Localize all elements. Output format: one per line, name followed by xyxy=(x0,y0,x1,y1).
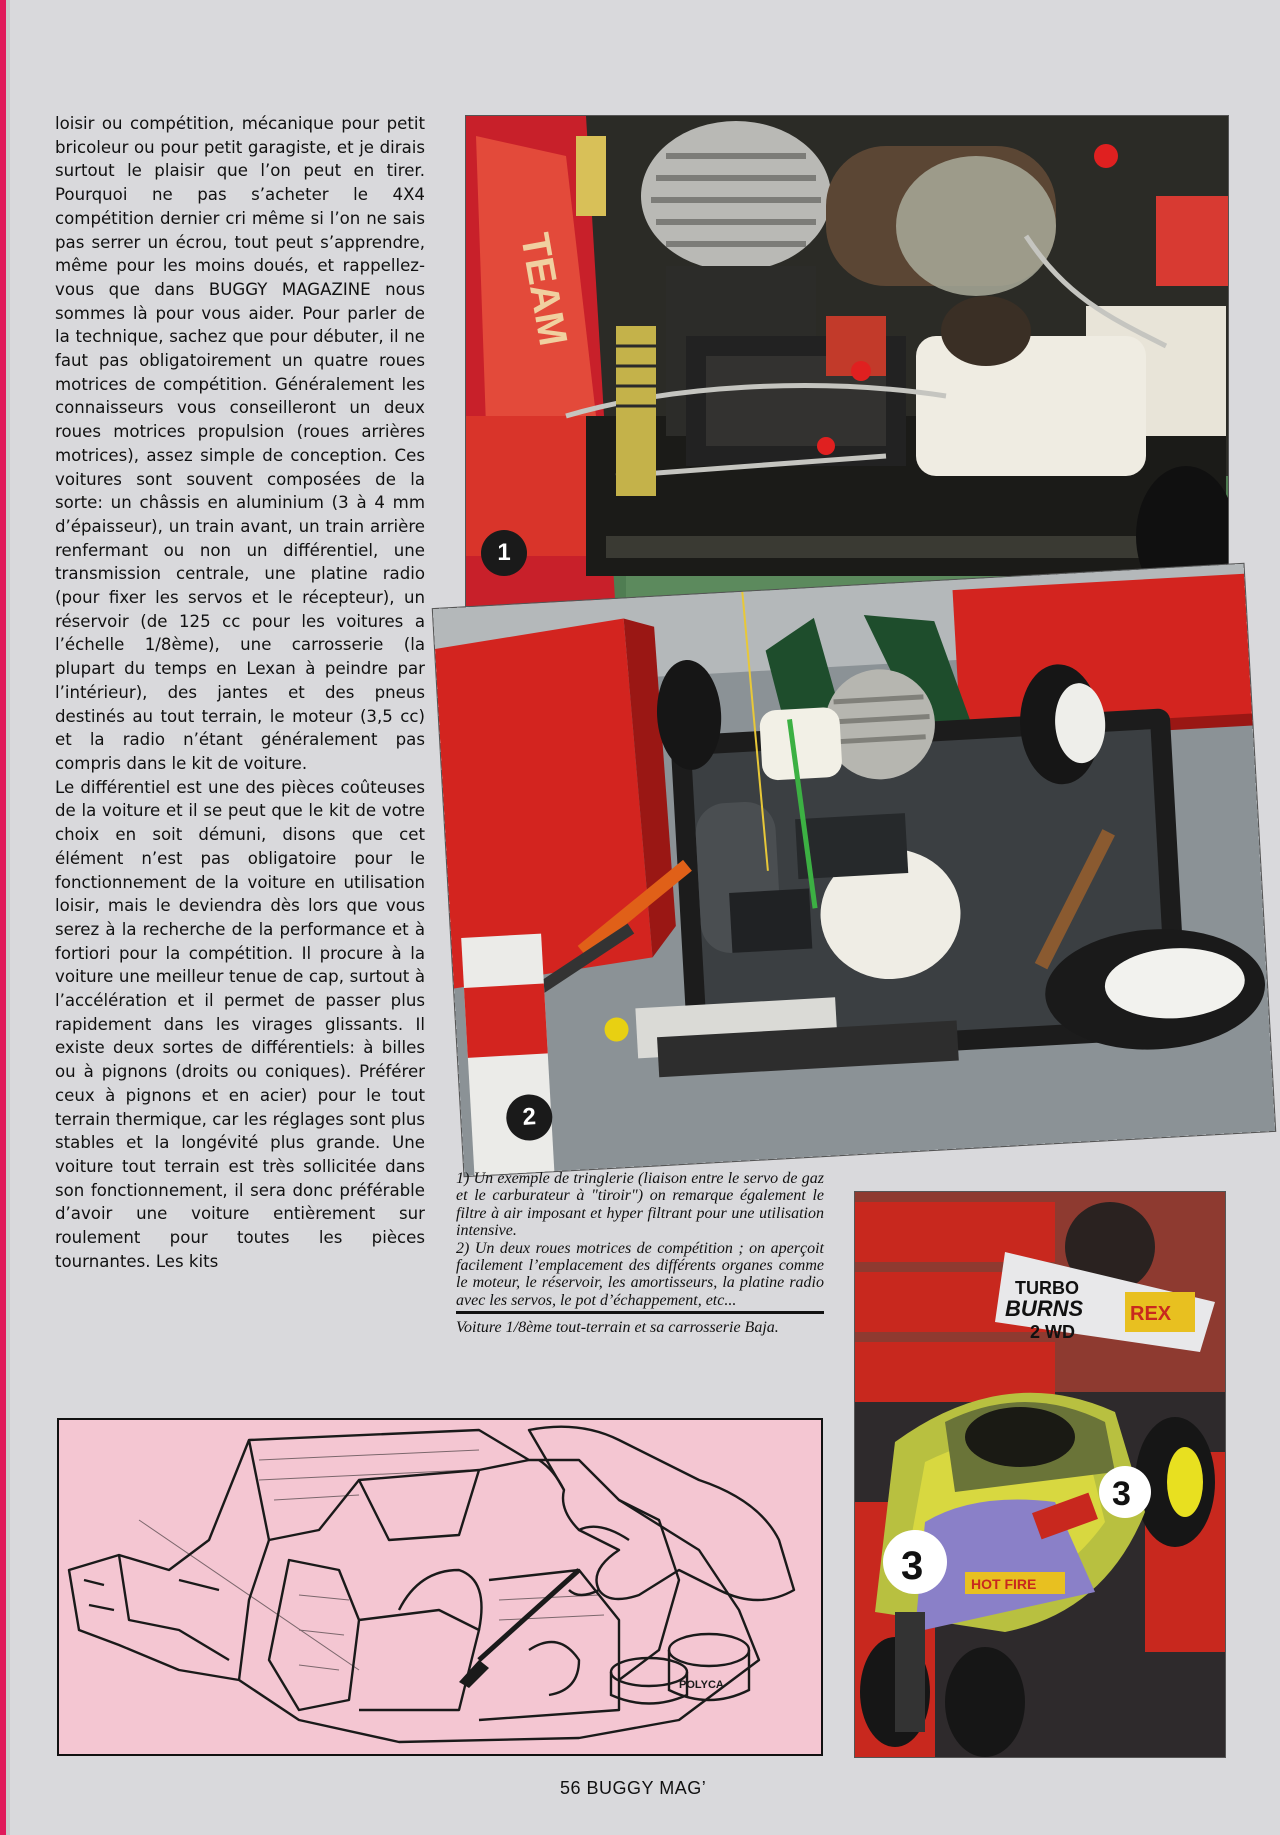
caption-photo-2: 2) Un deux roues motrices de compétition ; on aperçoit facilement l’emplacement des différents organes comme le moteur, le réservoir, les amortisseurs, la platine radio avec les servos, le pot d’échappement, etc... xyxy=(456,1239,824,1309)
article-paragraph-1: loisir ou compétition, mécanique pour petit bricoleur ou pour petit garagiste, et je dirais surtout le plaisir que l’on peut en tirer. Pourquoi ne pas s’acheter le 4X4 compétition dernier cri même si l’on ne sais pas serrer un écrou, tout peut s’apprendre, même pour les moins doués, et rappellez-vous que dans BUGGY MAGAZINE nous sommes là pour vous aider. Pour parler de la technique, sachez que pour débuter, il ne faut pas obligatoirement un quatre roues motrices de compétition. Généralement les connaisseurs vous conseilleront un deux roues motrices propulsion (roues arrières motrices), assez simple de conception. Ces voitures sont souvent composées de la sorte: un châssis en aluminium (3 à 4 mm d’épaisseur), un train avant, un train arrière renfermant ou non un différentiel, une transmission centrale, une platine radio (pour fixer les servos et le récepteur), un réservoir (de 125 cc pour les voitures a l’échelle 1/8ème), une carrosserie (la plupart du temps en Lexan à peindre par l’intérieur), des jantes et des pneus destinés au tout terrain, le moteur (3,5 cc) et la radio n’étant généralement pas compris dans le kit de voiture. xyxy=(55,114,425,773)
photo-number-badge-2: 2 xyxy=(505,1093,553,1141)
photo-captions xyxy=(456,1170,824,1337)
caption-photo-3: Voiture 1/8ème tout-terrain et sa carrosserie Baja. xyxy=(456,1319,779,1337)
wing-text-2wd: 2 WD xyxy=(1030,1322,1075,1342)
photo-baja-buggy xyxy=(855,1192,1225,1757)
article-column xyxy=(55,112,425,1273)
article-paragraph-2: Le différentiel est une des pièces coûteuses de la voiture et il se peut que le kit de votre choix en soit démuni, disons que cet élément n’est pas obligatoire pour le fonctionnement de la voiture en utilisation loisir, mais le deviendra dès lors que vous serez à la recherche de la performance et à fortiori pour la compétition. Il procure à la voiture une meilleur tenue de cap, surtout à l’accélération et il permet de passer plus rapidement dans les virages glissants. Il existe deux sortes de différentiels: à billes ou à pignons (droits ou coniques). Préférer ceux à pignons et en acier) pour le tout terrain thermique, car les réglages sont plus stables et la longévité plus grande. Une voiture tout terrain est très sollicitée dans son fonctionnement, il sera donc préférable d’avoir une voiture entièrement sur roulement pour toutes les pièces tournantes. Les kits xyxy=(55,777,425,1271)
wing-text-turbo: TURBO xyxy=(1015,1278,1079,1298)
photo-engine-linkage xyxy=(466,116,1228,606)
caption-photo-1: 1) Un exemple de tringlerie (liaison entre le servo de gaz et le carburateur à "tiroir") on remarque également le filtre à air imposant et hyper filtrant pour une utilisation intensive. xyxy=(456,1170,824,1240)
photo-number-badge-1: 1 xyxy=(481,530,527,576)
team-lettering: TEAM xyxy=(512,229,576,350)
wing-text-burns: BURNS xyxy=(1005,1296,1084,1321)
car-number-side: 3 xyxy=(1112,1475,1131,1513)
photo-2wd-competition-car xyxy=(433,564,1275,1176)
sponsor-sticker: HOT FIRE xyxy=(971,1576,1037,1592)
page-folio: 56 BUGGY MAG’ xyxy=(560,1778,707,1798)
car-number-front: 3 xyxy=(901,1544,924,1588)
caption-divider xyxy=(456,1311,824,1314)
page-edge-shadow xyxy=(6,0,10,1835)
paint-pot-label: POLYCA xyxy=(679,1679,724,1691)
illustration-painting-body xyxy=(57,1418,823,1756)
wing-logo-rex: REX xyxy=(1130,1303,1172,1325)
